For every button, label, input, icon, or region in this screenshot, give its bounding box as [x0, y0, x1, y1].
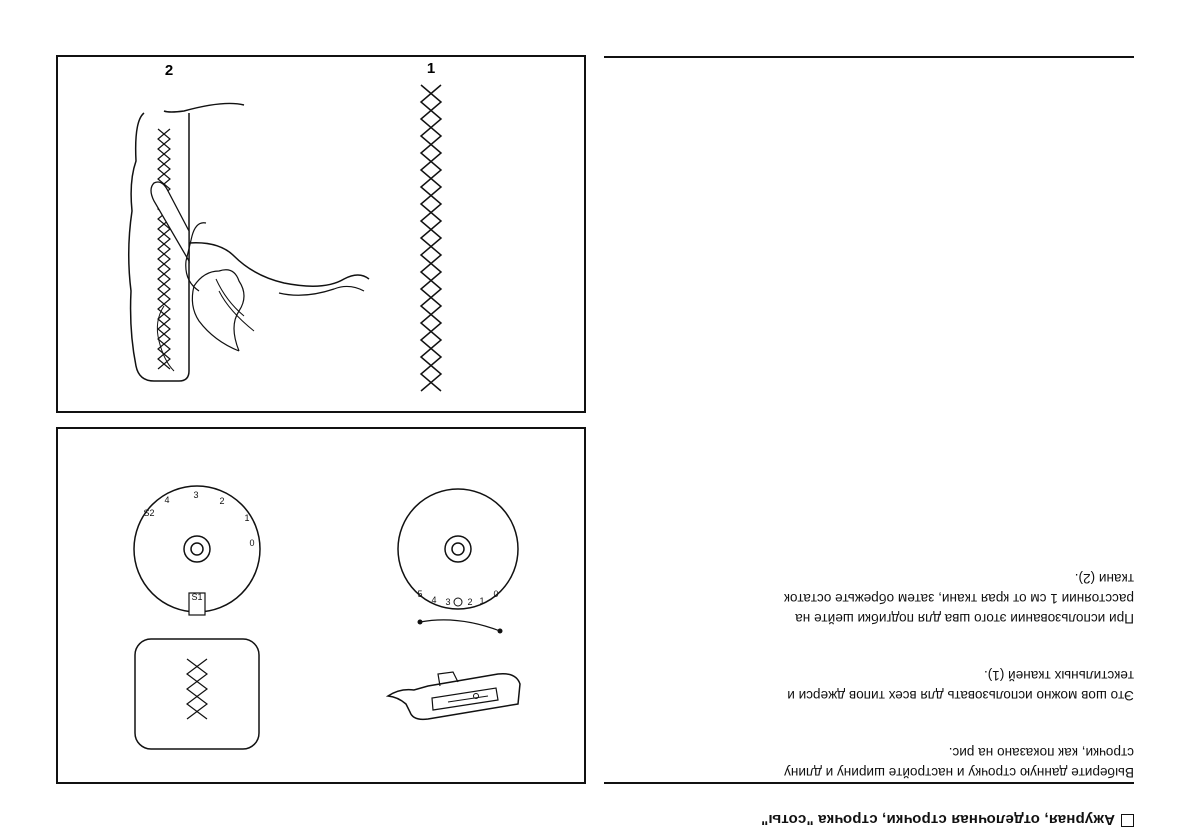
- dial-number: 5: [417, 589, 423, 599]
- paragraph-fabric-types: [594, 665, 1134, 705]
- dial-number: S1: [191, 592, 203, 602]
- paragraph-line: текстильных тканей (1).: [983, 668, 1134, 683]
- dial-number: 0: [249, 538, 255, 548]
- dial-number: 1: [479, 596, 485, 606]
- width-dial: [398, 489, 518, 634]
- checkbox-icon: [1121, 814, 1134, 827]
- section-heading: [594, 811, 1134, 828]
- paragraph-line: Выберите данную строчку и настройте ширину и длину: [784, 765, 1134, 780]
- dial-number: 4: [164, 495, 170, 505]
- paragraph-line: Это шов можно использовать для всех типов джерси и: [787, 688, 1134, 703]
- dial-number: 2: [219, 496, 225, 506]
- dial-number: 0: [493, 589, 499, 599]
- dial-number: 4: [431, 595, 437, 605]
- heading-divider: [604, 782, 1134, 784]
- dial-number: 3: [193, 490, 199, 500]
- hand-icon: [192, 270, 244, 351]
- stitch-sample-1: [421, 60, 441, 391]
- length-dial: [134, 486, 260, 615]
- paragraph-line: При использовании этого шва для подгибки шейте на: [795, 611, 1134, 626]
- dial-number: 3: [445, 597, 451, 607]
- stitch-figure: [56, 55, 586, 413]
- paragraph-line: строчки, как показано на рис.: [948, 745, 1134, 760]
- rotation-arrow-icon: [420, 620, 500, 631]
- section-heading-text: Ажурная, отделочная строчки, строчка "соты": [760, 811, 1115, 828]
- paragraph-select-stitch: [594, 742, 1134, 782]
- bottom-divider: [604, 56, 1134, 58]
- paragraph-line: расстоянии 1 см от края ткани, затем обрежьте остаток: [784, 591, 1134, 606]
- dial-number: 2: [467, 597, 473, 607]
- settings-figure: [56, 427, 586, 784]
- presser-foot-icon: [388, 672, 520, 719]
- paragraph-line: ткани (2).: [1074, 571, 1134, 586]
- dial-number: 1: [244, 513, 250, 523]
- paragraph-hem-usage: [594, 568, 1134, 628]
- hem-example-2: [129, 62, 369, 381]
- figure-label: 1: [426, 60, 436, 77]
- honeycomb-stitch-pattern-icon: [135, 639, 259, 749]
- dial-number: S2: [143, 508, 155, 518]
- figure-label: 2: [164, 62, 174, 79]
